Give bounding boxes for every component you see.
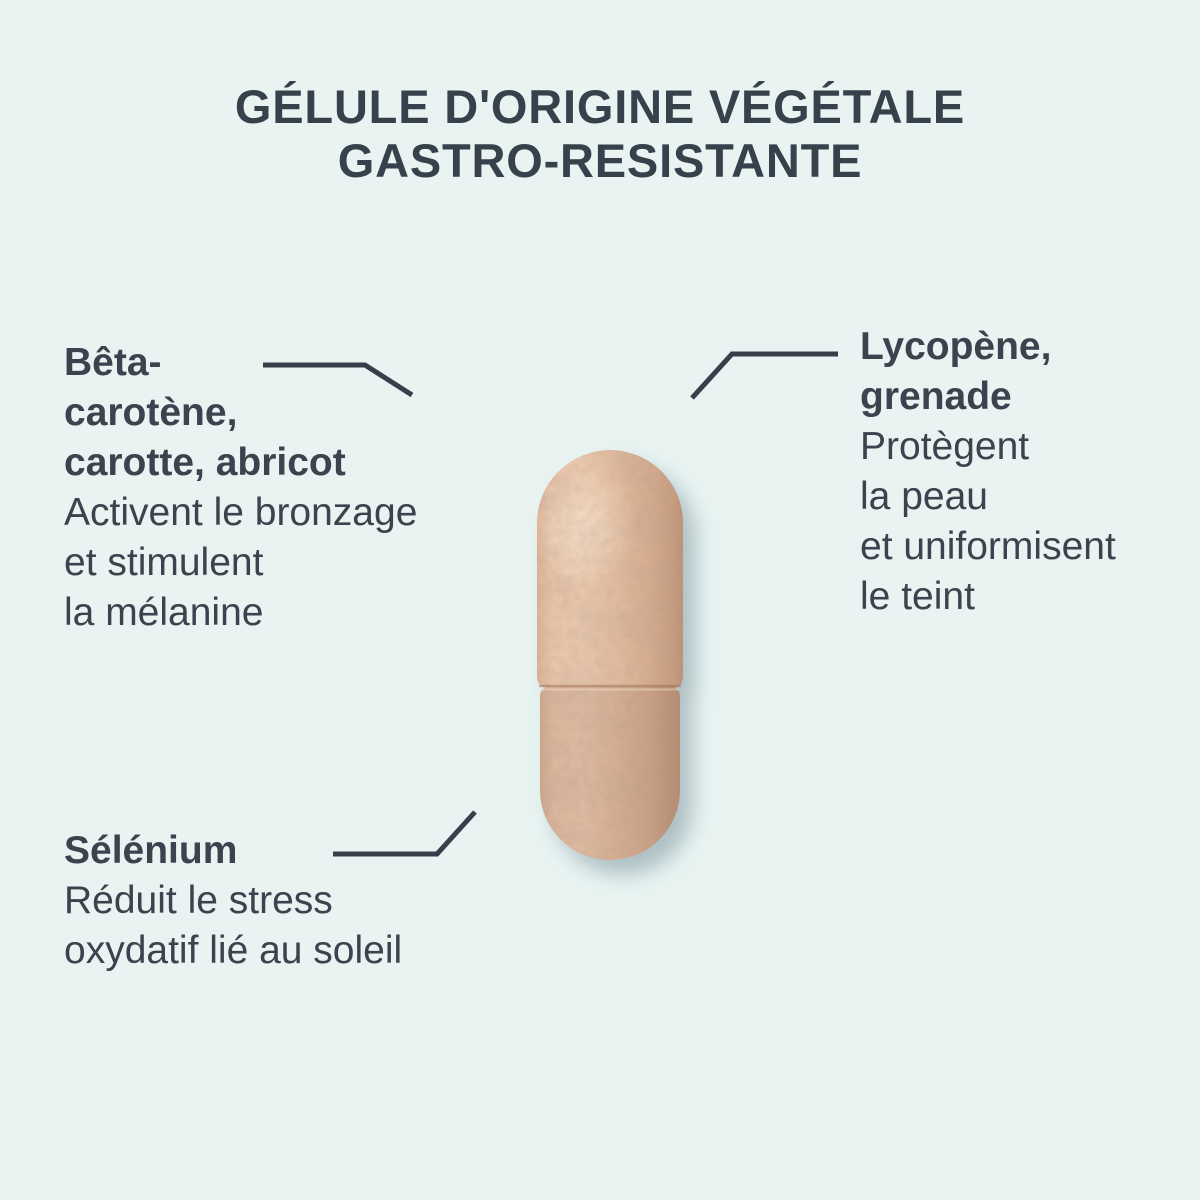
annotation-body: la mélanine (64, 591, 264, 634)
annotation-body: le teint (860, 575, 975, 618)
page-title (0, 80, 1200, 188)
annotation-body: et stimulent (64, 541, 264, 584)
title-line-2: GASTRO-RESISTANTE (337, 134, 863, 187)
annotation-heading: Sélénium (64, 829, 238, 872)
annotation-body: Protègent (860, 425, 1030, 468)
annotation-heading: Bêta- (64, 341, 162, 384)
annotation-beta-carotene (64, 338, 417, 638)
annotation-heading: grenade (860, 375, 1012, 418)
annotation-heading: Lycopène, (860, 325, 1052, 368)
annotation-selenium (64, 826, 402, 976)
annotation-heading: carotte, abricot (64, 441, 346, 484)
annotation-body: la peau (860, 475, 988, 518)
leader-line-lycopene (692, 354, 838, 398)
annotation-body: oxydatif lié au soleil (64, 929, 403, 972)
annotation-heading: carotène, (64, 391, 238, 434)
title-line-1: GÉLULE D'ORIGINE VÉGÉTALE (234, 80, 966, 133)
annotation-body: Réduit le stress (64, 879, 333, 922)
annotation-lycopene (860, 322, 1116, 622)
annotation-body: et uniformisent (860, 525, 1116, 568)
annotation-body: Activent le bronzage (64, 491, 418, 534)
capsule-image (528, 443, 696, 875)
